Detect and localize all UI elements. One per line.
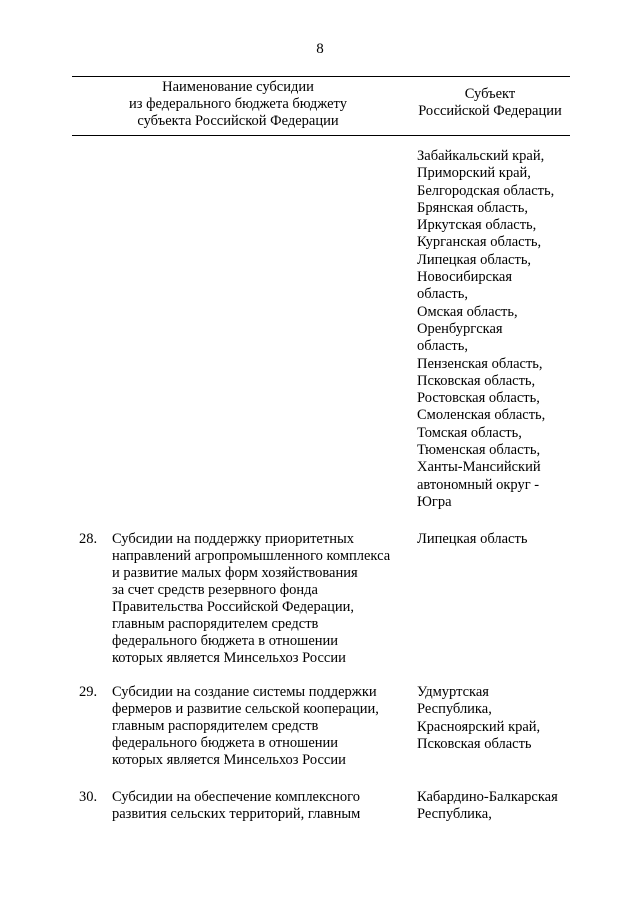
text-line: федерального бюджета в отношении [112, 633, 339, 649]
row-number: 30. [79, 789, 98, 805]
column-header-subsidy-name [80, 79, 396, 130]
subject-list [417, 684, 540, 753]
text-line: Субсидии на обеспечение комплексного [112, 789, 360, 805]
page-number: 8 [316, 41, 324, 57]
row-number: 29. [79, 684, 98, 700]
header-line: субъекта Российской Федерации [137, 113, 339, 129]
subject-line: Югра [417, 493, 452, 510]
subject-line: автономный округ - [417, 476, 540, 493]
subject-line: Оренбургская [417, 320, 503, 337]
subject-list [417, 531, 527, 548]
text-line: Правительства Российской Федерации, [112, 599, 355, 615]
text-line: Субсидии на создание системы поддержки [112, 684, 377, 700]
header-line: из федерального бюджета бюджету [129, 96, 347, 112]
text-line: главным распорядителем средств [112, 616, 319, 632]
header-line: Субъект [464, 86, 516, 102]
text-line: фермеров и развитие сельской кооперации, [112, 701, 379, 717]
header-line: Российской Федерации [418, 103, 562, 119]
text-line: направлений агропромышленного комплекса [112, 548, 391, 564]
subsidy-description [112, 684, 379, 769]
subject-line: область, [417, 338, 468, 355]
text-line: федерального бюджета в отношении [112, 735, 339, 751]
subsidy-description [112, 789, 360, 823]
header-line: Наименование субсидии [162, 79, 314, 95]
subject-line: Липецкая область, [417, 251, 532, 268]
subject-line: Приморский край, [417, 165, 531, 182]
text-line: которых является Минсельхоз России [112, 650, 346, 666]
subject-list [417, 789, 558, 824]
subject-line: Тюменская область, [417, 442, 541, 459]
table-header-top-rule [72, 76, 570, 77]
text-line: развития сельских территорий, главным [112, 806, 361, 822]
subject-line: Омская область, [417, 303, 518, 320]
continued-subject-list [417, 148, 554, 511]
text-line: и развитие малых форм хозяйствования [112, 565, 358, 581]
subject-line: область, [417, 286, 468, 303]
subject-line: Липецкая область [417, 531, 528, 547]
subject-line: Курганская область, [417, 234, 542, 251]
column-header-subject [410, 86, 570, 120]
subject-line: Белгородская область, [417, 182, 555, 199]
subject-line: Псковская область [417, 735, 532, 752]
row-number: 28. [79, 531, 98, 547]
subject-line: Псковская область, [417, 372, 536, 389]
subject-line: Ханты-Мансийский [417, 459, 541, 476]
subject-line: Кабардино-Балкарская [417, 789, 558, 805]
subject-line: Республика, [417, 806, 492, 823]
table-header-bottom-rule [72, 135, 570, 136]
subject-line: Томская область, [417, 424, 522, 441]
subject-line: Пензенская область, [417, 355, 543, 372]
subsidy-description [112, 531, 390, 667]
text-line: за счет средств резервного фонда [112, 582, 318, 598]
subject-line: Ростовская область, [417, 390, 540, 407]
subject-line: Забайкальский край, [417, 148, 545, 164]
subject-line: Брянская область, [417, 199, 528, 216]
text-line: Субсидии на поддержку приоритетных [112, 531, 354, 547]
text-line: которых является Минсельхоз России [112, 752, 346, 768]
subject-line: Удмуртская [417, 684, 489, 700]
subject-line: Красноярский край, [417, 718, 541, 735]
subject-line: Смоленская область, [417, 407, 546, 424]
text-line: главным распорядителем средств [112, 718, 319, 734]
subject-line: Республика, [417, 701, 492, 718]
subject-line: Новосибирская [417, 269, 513, 286]
subject-line: Иркутская область, [417, 217, 537, 234]
